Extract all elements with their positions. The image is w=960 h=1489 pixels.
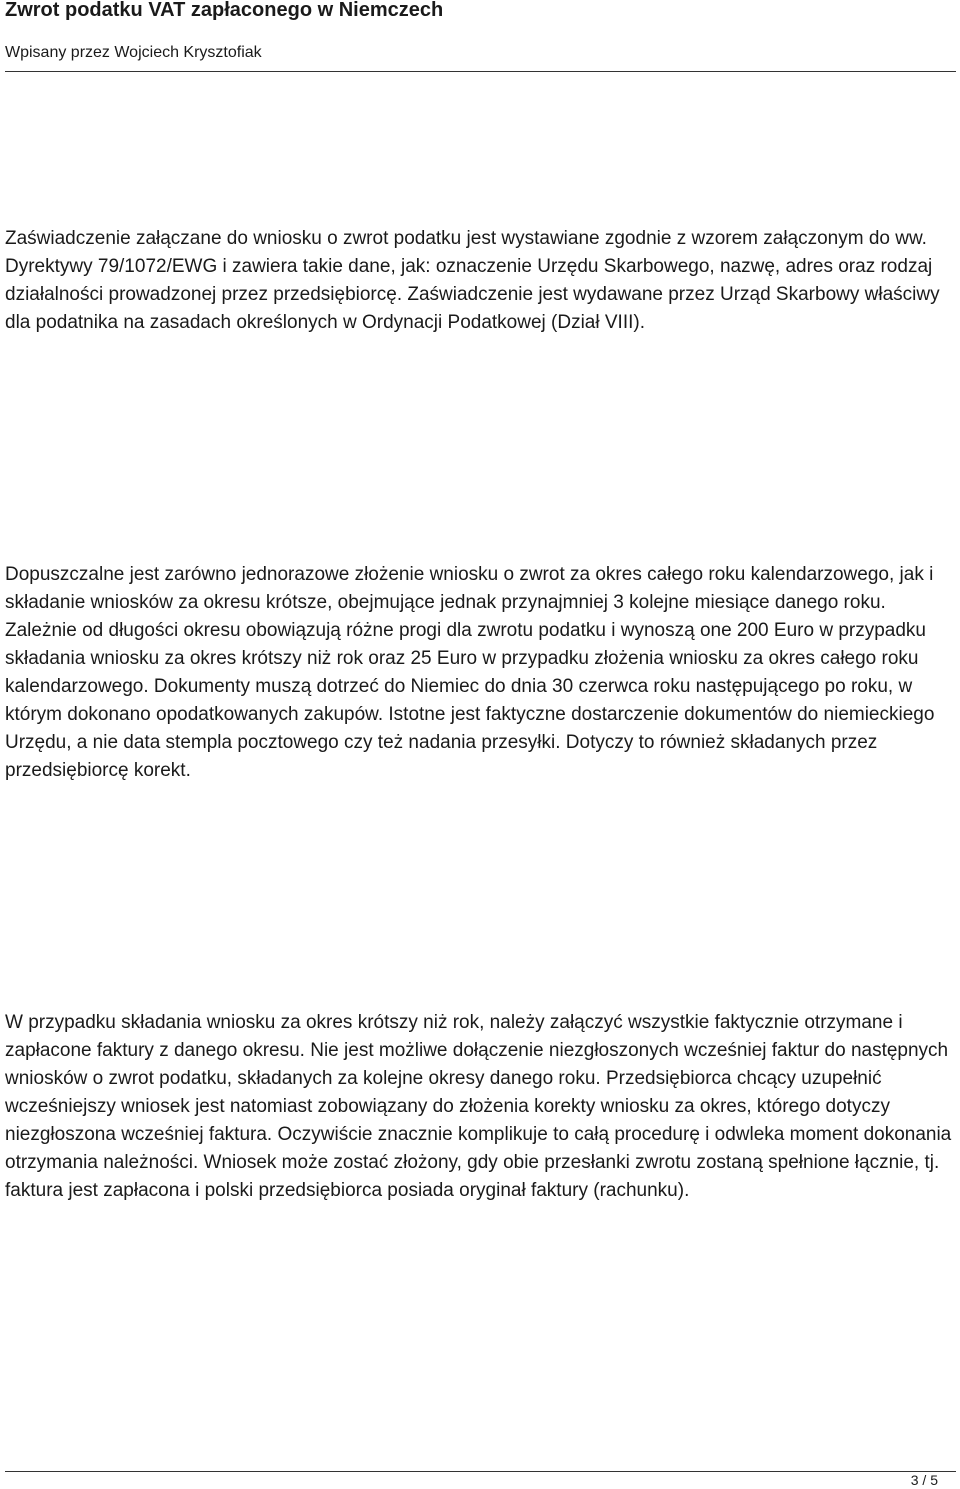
paragraph-certificate: Zaświadczenie załączane do wniosku o zwrot podatku jest wystawiane zgodnie z wzorem załączonym do ww. Dyrektywy 79/1072/EWG i zawiera takie dane, jak: oznaczenie Urzędu Skarbowego, nazwę, adres oraz rodzaj działalności prowadzonej przez przedsiębiorcę. Zaświadczenie jest wydawane przez Urząd Skarbowy właściwy dla podatnika na zasadach określonych w Ordynacji Podatkowej (Dział VIII).	[5, 228, 940, 333]
author-line: Wpisany przez Wojciech Krysztofiak	[5, 44, 262, 61]
paragraph-application-periods: Dopuszczalne jest zarówno jednorazowe złożenie wniosku o zwrot za okres całego roku kalendarzowego, jak i składanie wniosków za okresu krótsze, obejmujące jednak przynajmniej 3 kolejne miesiące danego roku. Zależnie od długości okresu obowiązują różne progi dla zwrotu podatku i wynoszą one 200 Euro w przypadku składania wniosku za okres krótszy niż rok oraz 25 Euro w przypadku złożenia wniosku za okres całego roku kalendarzowego. Dokumenty muszą dotrzeć do Niemiec do dnia 30 czerwca roku następującego po roku, w którym dokonano opodatkowanych zakupów. Istotne jest faktyczne dostarczenie dokumentów do niemieckiego Urzędu, a nie data stempla pocztowego czy też nadania przesyłki. Dotyczy to również składanych przez przedsiębiorcę korekt.	[5, 564, 935, 781]
footer-divider	[5, 1471, 956, 1472]
header-divider	[5, 71, 956, 72]
document-title: Zwrot podatku VAT zapłaconego w Niemczech	[5, 0, 444, 21]
page-number: 3 / 5	[910, 1472, 938, 1488]
paragraph-invoices: W przypadku składania wniosku za okres krótszy niż rok, należy załączyć wszystkie faktycznie otrzymane i zapłacone faktury z danego okresu. Nie jest możliwe dołączenie niezgłoszonych wcześniej faktur do następnych wniosków o zwrot podatku, składanych za kolejne okresy danego roku. Przedsiębiorca chcący uzupełnić wcześniejszy wniosek jest natomiast zobowiązany do złożenia korekty wniosku za okres, którego dotyczy niezgłoszona wcześniej faktura. Oczywiście znacznie komplikuje to całą procedurę i odwleka moment dokonania otrzymania należności. Wniosek może zostać złożony, gdy obie przesłanki zwrotu zostaną spełnione łącznie, tj. faktura jest zapłacona i polski przedsiębiorca posiada oryginał faktury (rachunku).	[5, 1012, 952, 1201]
